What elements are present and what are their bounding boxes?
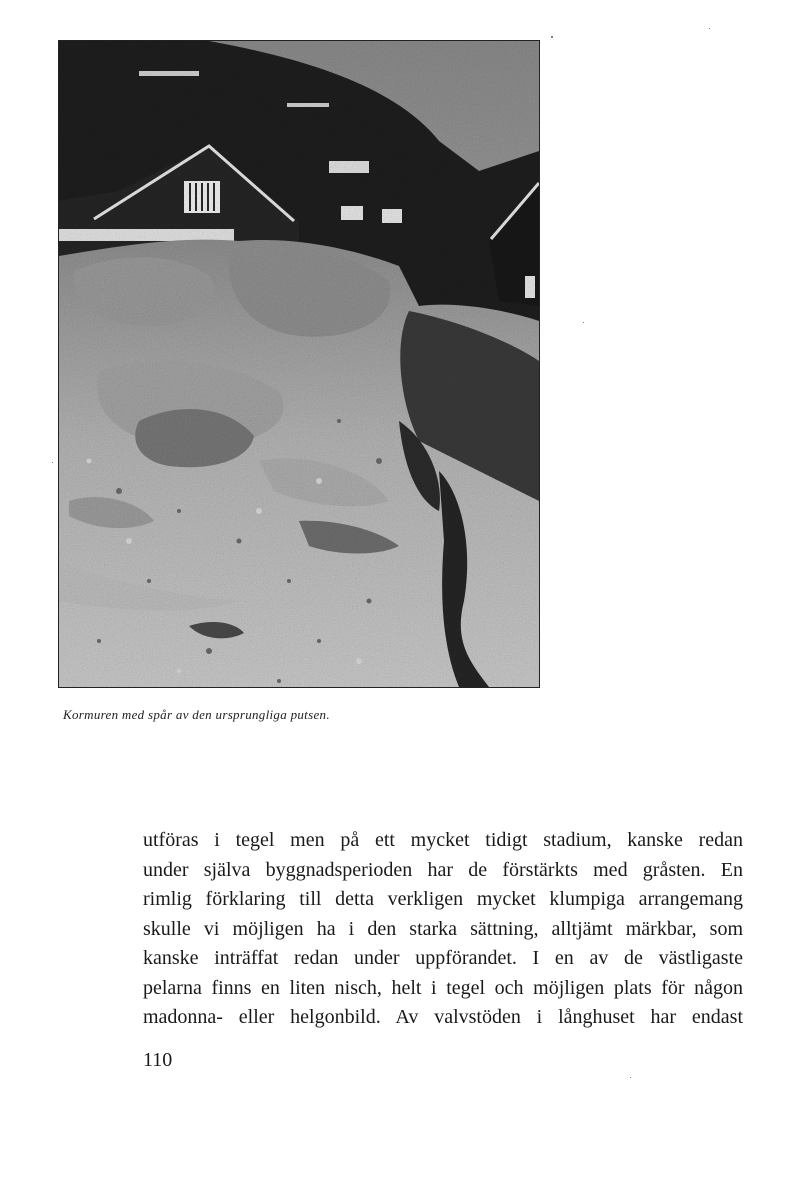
body-paragraph (143, 826, 743, 1033)
scan-speck (709, 28, 710, 29)
photo-icon (59, 41, 539, 687)
page-number: 110 (143, 1049, 173, 1071)
text-line: pelarna finns en liten nisch, helt i tegel och möjligen plats för någon (143, 976, 743, 999)
scan-speck (52, 462, 53, 463)
text-line: skulle vi möjligen ha i den starka sättning, alltjämt märkbar, som (143, 917, 743, 940)
scan-speck (630, 1077, 631, 1078)
text-line: rimlig förklaring till detta verkligen mycket klumpiga arrangemang (143, 888, 743, 910)
figure-caption: Kormuren med spår av den ursprungliga putsen. (63, 707, 330, 722)
scan-speck (583, 322, 584, 323)
photograph-wall-ruin (58, 40, 540, 688)
text-line: madonna- eller helgonbild. Av valvstöden i långhuset har endast (143, 1006, 743, 1028)
text-line: kanske inträffat redan under uppförandet. I en av de västligaste (143, 947, 743, 969)
scan-speck (551, 36, 553, 38)
text-line: utföras i tegel men på ett mycket tidigt stadium, kanske redan (143, 829, 743, 851)
text-line: under själva byggnadsperioden har de förstärkts med gråsten. En (143, 858, 743, 881)
